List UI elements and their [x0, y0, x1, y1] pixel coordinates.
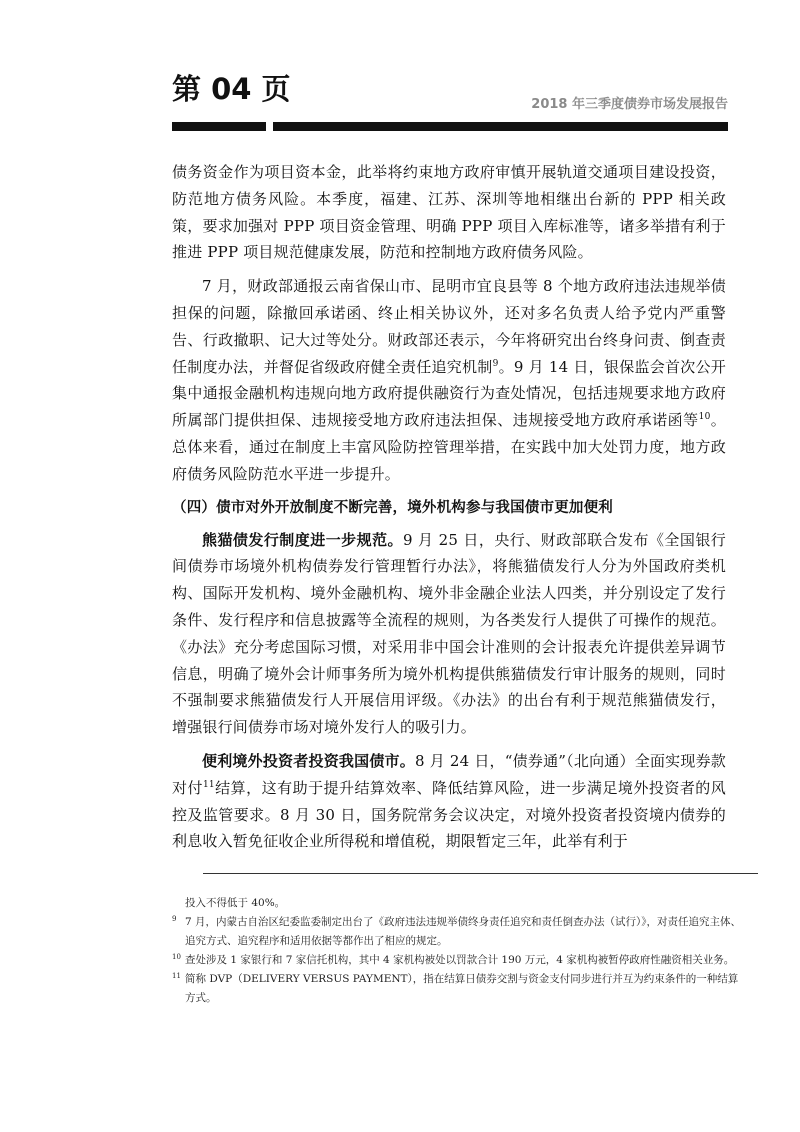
- footnote-text: 7 月，内蒙古自治区纪委监委制定出台了《政府违法违规举债终身责任追究和责任倒查办法（试行）》，对责任追究主体、追究方式、追究程序和适用依据等都作出了相应的规定。: [185, 916, 742, 947]
- footnotes: [172, 894, 742, 1008]
- footnote-divider: [203, 873, 758, 874]
- paragraph-text: 8 月 24 日，“债券通”（北向通）全面实现券款对付: [172, 751, 726, 797]
- paragraph-text: 。9 月 14 日，银保监会首次公开集中通报金融机构违规向地方政府提供融资行为查处情况，包括违规要求地方政府所属部门提供担保、违规接受地方政府违法担保、违规接受地方政府承诺函等: [172, 357, 726, 430]
- paragraph: [172, 748, 726, 855]
- footnote-ref-9[interactable]: 9: [492, 358, 499, 369]
- footnote-mark: 11: [172, 972, 181, 980]
- paragraph-text: 9 月 25 日，央行、财政部联合发布《全国银行间债券市场境外机构债券发行管理暂行办法》，将熊猫债发行人分为外国政府类机构、国际开发机构、境外金融机构、境外非金融企业法人四类，并分别设定了发行条件、发行程序和信息披露等全流程的规则，为各类发行人提供了可操作的规范。《办法》充分考虑国际习惯，对采用非中国会计准则的会计报表允许提供差异调节信息，明确了境外会计师事务所为境外机构提供熊猫债发行审计服务的规则，同时不强制要求熊猫债发行人开展信用评级。《办法》的出台有利于规范熊猫债发行，增强银行间债券市场对境外发行人的吸引力。: [172, 530, 726, 737]
- page-number: 第 04 页: [172, 72, 291, 106]
- footnote-mark: 9: [172, 915, 177, 923]
- footnote-ref-10[interactable]: 10: [698, 412, 711, 423]
- paragraph-text: 。总体来看，通过在制度上丰富风险防控管理举措，在实践中加大处罚力度，地方政府债务风险防范水平进一步提升。: [172, 411, 726, 483]
- footnote-11: [172, 970, 742, 1008]
- footnote-ref-11[interactable]: 11: [202, 779, 215, 790]
- paragraph: 债务资金作为项目资本金，此举将约束地方政府审慎开展轨道交通项目建设投资，防范地方债务风险。本季度，福建、江苏、深圳等地相继出台新的 PPP 相关政策，要求加强对 PPP 项目资金管理、明确 PPP 项目入库标准等，诸多举措有利于推进 PPP 项目规范健康发展，防范和控制地方政府债务风险。: [172, 163, 726, 262]
- footnote-10: [172, 951, 742, 970]
- paragraph-text: 结算，这有助于提升结算效率、降低结算风险，进一步满足境外投资者的风控及监管要求。8 月 30 日，国务院常务会议决定，对境外投资者投资境内债券的利息收入暂免征收企业所得税和增值税，期限暂定三年，此举有利于: [172, 778, 726, 851]
- footnote-9: [172, 913, 742, 951]
- footnote-text: 简称 DVP（DELIVERY VERSUS PAYMENT），指在结算日债券交割与资金支付同步进行并互为约束条件的一种结算方式。: [185, 973, 739, 1004]
- body-text: [172, 159, 726, 862]
- paragraph: [172, 273, 726, 487]
- paragraph: [172, 527, 726, 741]
- paragraph-lead: 熊猫债发行制度进一步规范。: [202, 530, 404, 549]
- header-rule-long: [273, 122, 728, 131]
- footnote-mark: 10: [172, 953, 181, 961]
- footnote-text: 查处涉及 1 家银行和 7 家信托机构，其中 4 家机构被处以罚款合计 190 万元，4 家机构被暂停政府性融资相关业务。: [185, 954, 735, 966]
- header-rule-short: [172, 122, 266, 131]
- paragraph-lead: 便利境外投资者投资我国债市。: [202, 751, 415, 770]
- report-title: 2018 年三季度债券市场发展报告: [531, 97, 728, 112]
- paragraph-text: 7 月，财政部通报云南省保山市、昆明市宜良县等 8 个地方政府违法违规举债担保的问题，除撤回承诺函、终止相关协议外，还对多名负责人给予党内严重警告、行政撤职、记大过等处分。财政部还表示，今年将研究出台终身问责、倒查责任制度办法，并督促省级政府健全责任追究机制: [172, 277, 726, 376]
- footnote-continuation: 投入不得低于 40%。: [185, 897, 286, 909]
- section-heading: （四）债市对外开放制度不断完善，境外机构参与我国债市更加便利: [172, 499, 613, 516]
